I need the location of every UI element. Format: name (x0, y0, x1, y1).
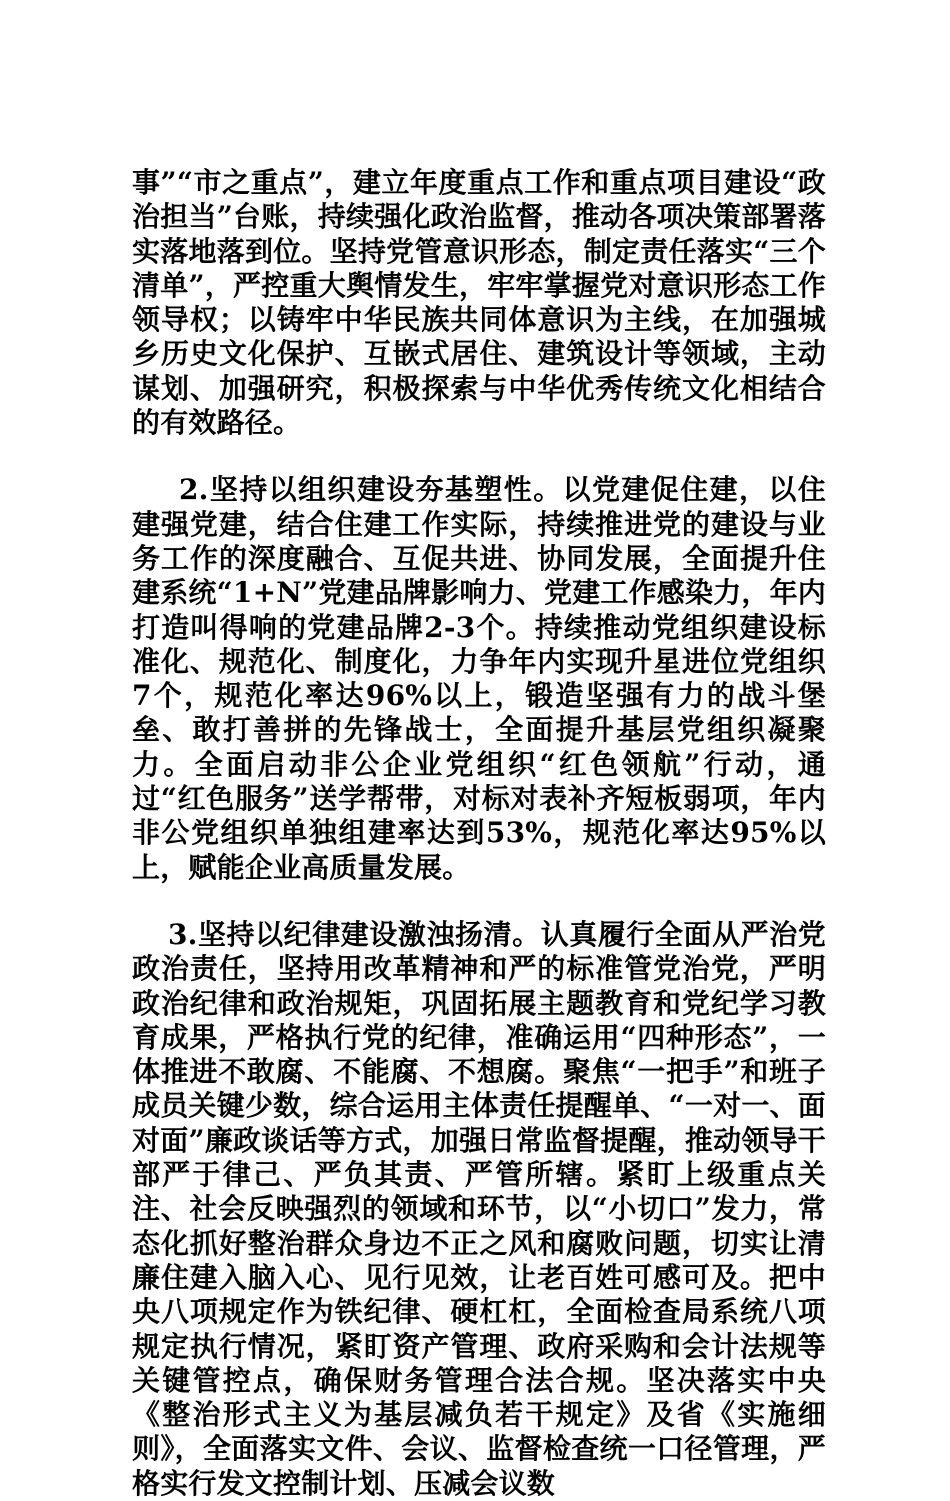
document-page (132, 166, 826, 1501)
paragraph-organization-building: 2.坚持以组织建设夯基塑性。以党建促住建，以住建强党建，结合住建工作实际，持续推进党的建设与业务工作的深度融合、互促共进、协同发展，全面提升住建系统“1+N”党建品牌影响力、党建工作感染力，年内打造叫得响的党建品牌2-3个。持续推动党组织建设标准化、规范化、制度化，力争年内实现升星进位党组织7个，规范化率达96%以上，锻造坚强有力的战斗堡垒、敢打善拼的先锋战士，全面提升基层党组织凝聚力。全面启动非公企业党组织“红色领航”行动，通过“红色服务”送学帮带，对标对表补齐短板弱项，年内非公党组织单独组建率达到53%，规范化率达95%以上，赋能企业高质量发展。 (132, 473, 826, 884)
paragraph-political-supervision: 事”“市之重点”，建立年度重点工作和重点项目建设“政治担当”台账，持续强化政治监督，推动各项决策部署落实落地落到位。坚持党管意识形态，制定责任落实“三个清单”，严控重大舆情发生，牢牢掌握党对意识形态工作领导权；以铸牢中华民族共同体意识为主线，在加强城乡历史文化保护、互嵌式居住、建筑设计等领域，主动谋划、加强研究，积极探索与中华优秀传统文化相结合的有效路径。 (132, 166, 826, 440)
paragraph-discipline-building: 3.坚持以纪律建设激浊扬清。认真履行全面从严治党政治责任，坚持用改革精神和严的标准管党治党，严明政治纪律和政治规矩，巩固拓展主题教育和党纪学习教育成果，严格执行党的纪律，准确运用“四种形态”，一体推进不敢腐、不能腐、不想腐。聚焦“一把手”和班子成员关键少数，综合运用主体责任提醒单、“一对一、面对面”廉政谈话等方式，加强日常监督提醒，推动领导干部严于律己、严负其责、严管所辖。紧盯上级重点关注、社会反映强烈的领域和环节，以“小切口”发力，常态化抓好整治群众身边不正之风和腐败问题，切实让清廉住建入脑入心、见行见效，让老百姓可感可及。把中央八项规定作为铁纪律、硬杠杠，全面检查局系统八项规定执行情况，紧盯资产管理、政府采购和会计法规等关键管控点，确保财务管理合法合规。坚决落实中央《整治形式主义为基层减负若干规定》及省《实施细则》，全面落实文件、会议、监督检查统一口径管理，严格实行发文控制计划、压减会议数 (132, 917, 826, 1500)
